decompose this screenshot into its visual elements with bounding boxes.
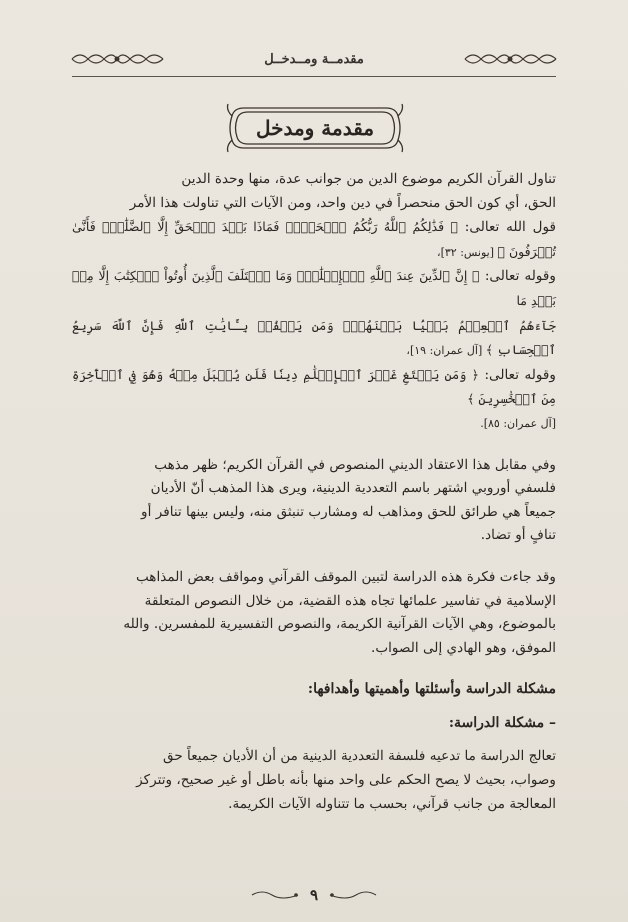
page-number: ٩ [309, 886, 319, 904]
text-line [72, 215, 556, 264]
text-line: الموفق، وهو الهادي إلى الصواب. [371, 639, 556, 656]
subheading: – مشكلة الدراسة: [448, 714, 556, 731]
section-title: مقدمة ومدخل [255, 116, 375, 140]
text-line: الإسلامية في تفاسير علمائها تجاه هذه القضية، من خلال النصوص المتعلقة [144, 592, 556, 609]
text-line: جميعاً هي طرائق للحق ومذاهب له ومشارب تنبثق منه، وليس بينها تنافر أو [141, 503, 556, 520]
text-line: تناول القرآن الكريم موضوع الدين من جوانب عدة، منها وحدة الدين [181, 171, 556, 187]
text-line [72, 314, 556, 363]
main-text [72, 168, 556, 816]
quran-quote: ﴿ فَذَٰلِكُمُ ٱللَّهُ رَبُّكُمُ ٱلۡحَقُّۖ فَمَاذَا بَعۡدَ ٱلۡحَقِّ إِلَّا ٱلضَّلَٰلُۖ فَأَنَّىٰ تُصۡرَفُونَ ﴾ [72, 219, 556, 259]
text-line: بالموضوع، وهي الآيات القرآنية الكريمة، والنصوص التفسيرية للمفسرين. والله [123, 616, 556, 633]
text-span: وقوله تعالى: [478, 366, 556, 383]
citation: [آل عمران: ٨٥]. [480, 416, 556, 430]
text-line: الحق، أي كون الحق منحصراً في دين واحد، ومن الآيات التي تناولت هذا الأمر [129, 194, 556, 211]
text-line: المعالجة من جانب قرآني، بحسب ما تتناوله الآيات الكريمة. [228, 795, 556, 812]
text-span: وقوله تعالى: [479, 268, 556, 285]
text-line: فلسفي أوروبي اشتهر باسم التعددية الدينية، ويرى هذا المذهب أنّ الأديان [150, 480, 556, 497]
text-span: قول الله تعالى: [458, 219, 556, 236]
text-line: وقد جاءت فكرة هذه الدراسة لتبين الموقف القرآني ومواقف بعض المذاهب [135, 568, 556, 585]
running-title: مقدمــة ومــدخــل [264, 51, 364, 67]
header-ornament-right-icon [463, 49, 558, 69]
citation: [يونس: ٣٢]، [437, 245, 498, 259]
section-title-box [226, 102, 404, 154]
citation: [آل عمران: ١٩]، [406, 344, 486, 358]
footer-ornament-left-icon [328, 888, 378, 902]
header-divider [72, 76, 556, 77]
quran-quote: ﴿ إِنَّ ٱلدِّينَ عِندَ ٱللَّهِ ٱلۡإِسۡلَٰمُۗ وَمَا ٱخۡتَلَفَ ٱلَّذِينَ أُوتُواْ ٱلۡكِتَٰبَ إِلَّا مِنۢ بَعۡدِ مَا [72, 268, 556, 308]
text-line [72, 363, 556, 412]
text-line [72, 264, 556, 313]
footer-ornament-right-icon [250, 888, 300, 902]
text-line: وصواب، بحيث لا يصح الحكم على واحد منها بأنه باطل أو غير صحيح، وتتركز [136, 772, 556, 789]
header-ornament-left-icon [70, 49, 165, 69]
running-header [70, 44, 558, 74]
text-line: وفي مقابل هذا الاعتقاد الديني المنصوص في القرآن الكريم؛ ظهر مذهب [154, 456, 556, 473]
quran-quote: جَآءَهُمُ ٱلۡعِلۡمُ بَغۡيَۢا بَيۡنَهُمۡۗ وَمَن يَكۡفُرۡ بِـَٔايَٰتِ ٱللَّهِ فَإِنَّ ٱللَّهَ سَرِيعُ ٱلۡحِسَابِ ﴾ [72, 317, 556, 358]
quran-quote: ﴿ وَمَن يَبۡتَغِ غَيۡرَ ٱلۡإِسۡلَٰمِ دِينٗا فَلَن يُقۡبَلَ مِنۡهُ وَهُوَ فِي ٱلۡأٓخِرَةِ مِنَ ٱلۡخَٰسِرِينَ ﴾ [72, 366, 556, 407]
page-footer [0, 886, 628, 904]
text-line [72, 412, 556, 436]
text-line: تنافٍ أو تضاد. [480, 527, 556, 544]
text-line: تعالج الدراسة ما تدعيه فلسفة التعددية الدينية من أن الأديان جميعاً حق [163, 748, 556, 765]
subheading: مشكلة الدراسة وأسئلتها وأهميتها وأهدافها: [307, 681, 556, 698]
